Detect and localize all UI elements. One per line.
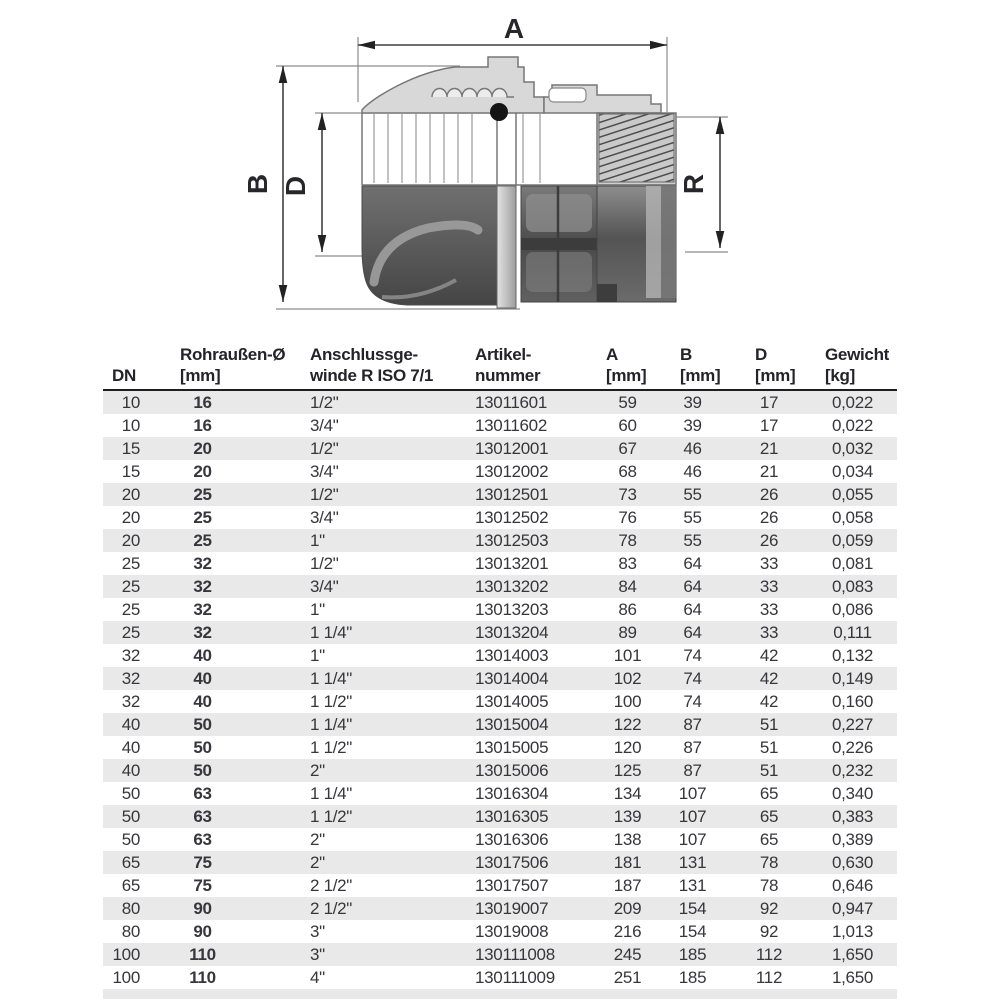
- table-cell: 185: [678, 967, 707, 987]
- table-row: [103, 460, 897, 483]
- table-cell: 51: [759, 760, 779, 780]
- table-cell: 50: [121, 829, 140, 849]
- table-cell: 107: [678, 829, 707, 849]
- table-cell: 0,111: [833, 622, 872, 642]
- table-cell: 89: [618, 622, 637, 642]
- table-cell: 64: [683, 576, 702, 596]
- table-cell: 75: [193, 852, 212, 872]
- table-cell: 65: [759, 806, 779, 826]
- table-cell: 17: [759, 392, 779, 412]
- table-row-partial: [103, 989, 897, 999]
- table-cell: 46: [683, 461, 702, 481]
- table-cell: 92: [759, 898, 779, 918]
- table-row: [103, 920, 897, 943]
- table-cell: 138: [613, 829, 642, 849]
- table-cell: 25: [193, 507, 212, 527]
- table-cell: 209: [613, 898, 642, 918]
- table-cell: 0,022: [831, 415, 874, 435]
- table-cell: 13013202: [475, 576, 549, 596]
- table-cell: 2 1/2": [310, 898, 353, 918]
- table-body: [103, 391, 897, 989]
- table-cell: 0,227: [831, 714, 874, 734]
- table-cell: 65: [121, 852, 140, 872]
- table-cell: 78: [618, 530, 637, 550]
- table-cell: 92: [759, 921, 779, 941]
- table-cell: 251: [613, 967, 642, 987]
- table-cell: 1": [310, 599, 325, 619]
- table-cell: 87: [683, 737, 702, 757]
- table-cell: 1 1/4": [310, 668, 353, 688]
- table-cell: 130111008: [475, 944, 555, 964]
- table-cell: 21: [759, 438, 779, 458]
- table-cell: 26: [759, 484, 779, 504]
- table-cell: 3/4": [310, 576, 339, 596]
- table-cell: 42: [759, 668, 779, 688]
- table-cell: 25: [193, 484, 212, 504]
- table-cell: 15: [121, 438, 140, 458]
- table-cell: 13017506: [475, 852, 549, 872]
- table-cell: 0,059: [831, 530, 874, 550]
- specification-table: [103, 337, 897, 999]
- table-cell: 16: [193, 392, 212, 412]
- table-cell: 90: [193, 921, 212, 941]
- table-cell: 42: [759, 645, 779, 665]
- table-row: [103, 391, 897, 414]
- table-cell: 0,149: [831, 668, 874, 688]
- table-cell: 83: [618, 553, 637, 573]
- table-cell: 33: [759, 599, 779, 619]
- table-cell: 13012503: [475, 530, 549, 550]
- table-cell: 0,340: [831, 783, 874, 803]
- table-cell: 110: [189, 967, 216, 987]
- technical-drawing: [0, 0, 1000, 337]
- table-cell: 50: [121, 783, 140, 803]
- table-cell: 33: [759, 622, 779, 642]
- table-cell: 25: [121, 622, 140, 642]
- table-cell: 20: [121, 507, 140, 527]
- table-cell: 73: [618, 484, 637, 504]
- table-cell: 134: [613, 783, 642, 803]
- table-cell: 101: [613, 645, 642, 665]
- table-cell: 13015004: [475, 714, 549, 734]
- table-row: [103, 575, 897, 598]
- table-cell: 107: [678, 783, 707, 803]
- table-cell: 33: [759, 576, 779, 596]
- table-cell: 60: [618, 415, 637, 435]
- table-cell: 40: [193, 691, 212, 711]
- table-cell: 76: [618, 507, 637, 527]
- table-cell: 20: [121, 484, 140, 504]
- table-cell: 181: [613, 852, 642, 872]
- table-cell: 64: [683, 599, 702, 619]
- table-cell: 59: [618, 392, 637, 412]
- table-cell: 25: [121, 599, 140, 619]
- table-row: [103, 736, 897, 759]
- table-row: [103, 828, 897, 851]
- table-cell: 25: [193, 530, 212, 550]
- table-cell: 0,132: [831, 645, 874, 665]
- table-cell: 50: [193, 737, 212, 757]
- table-cell: 1": [310, 530, 325, 550]
- table-cell: 0,086: [831, 599, 874, 619]
- table-row: [103, 437, 897, 460]
- table-cell: 0,083: [831, 576, 874, 596]
- table-cell: 0,058: [831, 507, 874, 527]
- table-cell: 25: [121, 553, 140, 573]
- table-cell: 131: [678, 875, 707, 895]
- table-cell: 3": [310, 921, 325, 941]
- table-cell: 63: [193, 829, 212, 849]
- table-cell: 26: [759, 530, 779, 550]
- table-cell: 78: [759, 875, 779, 895]
- table-cell: 1 1/2": [310, 806, 353, 826]
- table-cell: 100: [112, 944, 140, 964]
- table-cell: 1/2": [310, 553, 339, 573]
- table-cell: 10: [121, 415, 140, 435]
- column-header: DN: [112, 365, 136, 385]
- column-header: B [mm]: [680, 345, 721, 385]
- table-cell: 80: [121, 898, 140, 918]
- fitting-cross-section-svg: [0, 0, 1000, 337]
- table-cell: 13014003: [475, 645, 549, 665]
- table-cell: 4": [310, 967, 325, 987]
- table-cell: 0,022: [831, 392, 874, 412]
- table-cell: 74: [683, 645, 702, 665]
- table-cell: 40: [121, 737, 140, 757]
- table-cell: 0,081: [831, 553, 874, 573]
- table-cell: 21: [759, 461, 779, 481]
- table-cell: 50: [193, 714, 212, 734]
- table-cell: 84: [618, 576, 637, 596]
- table-cell: 20: [193, 461, 212, 481]
- table-cell: 13011602: [475, 415, 547, 435]
- table-cell: 55: [683, 530, 702, 550]
- table-cell: 39: [683, 392, 702, 412]
- table-cell: 13013203: [475, 599, 549, 619]
- table-cell: 0,389: [831, 829, 874, 849]
- table-cell: 42: [759, 691, 779, 711]
- table-cell: 78: [759, 852, 779, 872]
- table-cell: 13012501: [475, 484, 549, 504]
- table-row: [103, 713, 897, 736]
- table-row: [103, 759, 897, 782]
- table-cell: 13016304: [475, 783, 549, 803]
- table-cell: 0,630: [831, 852, 874, 872]
- table-cell: 2 1/2": [310, 875, 353, 895]
- table-cell: 0,383: [831, 806, 874, 826]
- table-cell: 50: [121, 806, 140, 826]
- table-row: [103, 506, 897, 529]
- table-cell: 100: [613, 691, 642, 711]
- table-cell: 3": [310, 944, 325, 964]
- dimension-label-r: R: [678, 173, 709, 195]
- table-cell: 1 1/2": [310, 737, 353, 757]
- table-cell: 80: [121, 921, 140, 941]
- table-cell: 75: [193, 875, 212, 895]
- table-cell: 0,646: [831, 875, 874, 895]
- table-row: [103, 943, 897, 966]
- fitting-upper-half: [362, 57, 676, 185]
- table-row: [103, 851, 897, 874]
- table-cell: 2": [310, 760, 325, 780]
- dimension-label-d: D: [280, 175, 311, 197]
- table-row: [103, 552, 897, 575]
- table-cell: 64: [683, 553, 702, 573]
- table-cell: 13019008: [475, 921, 549, 941]
- table-cell: 86: [618, 599, 637, 619]
- table-cell: 0,226: [831, 737, 874, 757]
- table-cell: 32: [121, 645, 140, 665]
- table-row: [103, 483, 897, 506]
- table-cell: 1 1/4": [310, 714, 353, 734]
- table-cell: 131: [678, 852, 707, 872]
- table-cell: 245: [613, 944, 642, 964]
- grip-ring-teeth: [432, 89, 514, 98]
- fitting-lower-half: [362, 186, 676, 308]
- column-header: Anschlussge- winde R ISO 7/1: [310, 345, 434, 385]
- table-cell: 100: [112, 967, 140, 987]
- table-cell: 65: [121, 875, 140, 895]
- table-cell: 51: [759, 737, 779, 757]
- table-cell: 1/2": [310, 392, 339, 412]
- table-cell: 185: [678, 944, 707, 964]
- table-cell: 13016305: [475, 806, 549, 826]
- table-cell: 10: [121, 392, 140, 412]
- dimension-label-a: A: [503, 13, 525, 44]
- table-cell: 32: [193, 622, 212, 642]
- table-cell: 32: [193, 553, 212, 573]
- table-row: [103, 621, 897, 644]
- table-cell: 107: [678, 806, 707, 826]
- table-row: [103, 690, 897, 713]
- column-header: Artikel- nummer: [475, 345, 541, 385]
- table-cell: 67: [618, 438, 637, 458]
- table-row: [103, 598, 897, 621]
- table-cell: 40: [121, 714, 140, 734]
- table-cell: 50: [193, 760, 212, 780]
- column-header: D [mm]: [755, 345, 796, 385]
- table-cell: 130111009: [475, 967, 555, 987]
- table-cell: 1 1/4": [310, 783, 353, 803]
- table-cell: 102: [613, 668, 642, 688]
- table-cell: 125: [613, 760, 642, 780]
- table-cell: 13012502: [475, 507, 549, 527]
- table-cell: 3/4": [310, 415, 339, 435]
- table-cell: 1 1/2": [310, 691, 353, 711]
- table-cell: 13016306: [475, 829, 549, 849]
- table-cell: 112: [755, 967, 783, 987]
- table-cell: 187: [613, 875, 642, 895]
- table-cell: 0,947: [831, 898, 874, 918]
- table-cell: 74: [683, 668, 702, 688]
- table-cell: 13012002: [475, 461, 549, 481]
- table-cell: 122: [613, 714, 642, 734]
- table-cell: 87: [683, 760, 702, 780]
- table-cell: 3/4": [310, 507, 339, 527]
- table-cell: 13011601: [475, 392, 547, 412]
- table-cell: 2": [310, 829, 325, 849]
- table-cell: 32: [193, 599, 212, 619]
- table-cell: 0,034: [831, 461, 874, 481]
- table-header-row: [103, 337, 897, 391]
- table-cell: 1,650: [831, 967, 874, 987]
- table-cell: 139: [613, 806, 642, 826]
- column-header: Gewicht [kg]: [825, 345, 890, 385]
- table-cell: 32: [193, 576, 212, 596]
- table-row: [103, 805, 897, 828]
- table-cell: 13013204: [475, 622, 549, 642]
- table-cell: 1/2": [310, 484, 339, 504]
- table-cell: 0,032: [831, 438, 874, 458]
- table-cell: 15: [121, 461, 140, 481]
- table-cell: 1/2": [310, 438, 339, 458]
- table-cell: 1,650: [831, 944, 874, 964]
- table-row: [103, 667, 897, 690]
- table-cell: 13012001: [475, 438, 549, 458]
- o-ring: [490, 103, 508, 121]
- table-cell: 2": [310, 852, 325, 872]
- table-cell: 55: [683, 507, 702, 527]
- table-cell: 120: [613, 737, 642, 757]
- table-cell: 13019007: [475, 898, 549, 918]
- table-cell: 1": [310, 645, 325, 665]
- table-cell: 0,160: [831, 691, 874, 711]
- table-cell: 13014004: [475, 668, 549, 688]
- table-cell: 32: [121, 668, 140, 688]
- table-cell: 40: [193, 645, 212, 665]
- table-cell: 90: [193, 898, 212, 918]
- table-cell: 1 1/4": [310, 622, 353, 642]
- table-cell: 20: [193, 438, 212, 458]
- table-cell: 87: [683, 714, 702, 734]
- table-cell: 26: [759, 507, 779, 527]
- table-cell: 112: [755, 944, 783, 964]
- table-cell: 65: [759, 783, 779, 803]
- table-row: [103, 529, 897, 552]
- table-cell: 13014005: [475, 691, 549, 711]
- table-cell: 63: [193, 806, 212, 826]
- table-cell: 33: [759, 553, 779, 573]
- column-header: A [mm]: [606, 345, 647, 385]
- table-cell: 3/4": [310, 461, 339, 481]
- column-header: Rohraußen-Ø [mm]: [180, 345, 286, 385]
- table-cell: 13015005: [475, 737, 549, 757]
- table-cell: 63: [193, 783, 212, 803]
- table-cell: 20: [121, 530, 140, 550]
- table-cell: 13013201: [475, 553, 549, 573]
- table-cell: 68: [618, 461, 637, 481]
- table-cell: 51: [759, 714, 779, 734]
- table-cell: 13015006: [475, 760, 549, 780]
- table-row: [103, 966, 897, 989]
- table-cell: 25: [121, 576, 140, 596]
- table-row: [103, 782, 897, 805]
- table-cell: 64: [683, 622, 702, 642]
- table-cell: 154: [678, 898, 707, 918]
- table-cell: 40: [121, 760, 140, 780]
- table-cell: 74: [683, 691, 702, 711]
- table-cell: 55: [683, 484, 702, 504]
- table-cell: 39: [683, 415, 702, 435]
- table-cell: 1,013: [831, 921, 874, 941]
- table-cell: 65: [759, 829, 779, 849]
- thread-hatching: [599, 114, 674, 182]
- table-cell: 0,055: [831, 484, 874, 504]
- table-cell: 17: [759, 415, 779, 435]
- table-cell: 154: [678, 921, 707, 941]
- table-cell: 46: [683, 438, 702, 458]
- table-cell: 40: [193, 668, 212, 688]
- dimension-label-b: B: [242, 173, 273, 195]
- table-cell: 110: [189, 944, 216, 964]
- table-row: [103, 414, 897, 437]
- table-row: [103, 644, 897, 667]
- table-row: [103, 897, 897, 920]
- table-cell: 216: [613, 921, 642, 941]
- table-cell: 13017507: [475, 875, 549, 895]
- table-cell: 32: [121, 691, 140, 711]
- table-cell: 16: [193, 415, 212, 435]
- table-row: [103, 874, 897, 897]
- table-cell: 0,232: [831, 760, 874, 780]
